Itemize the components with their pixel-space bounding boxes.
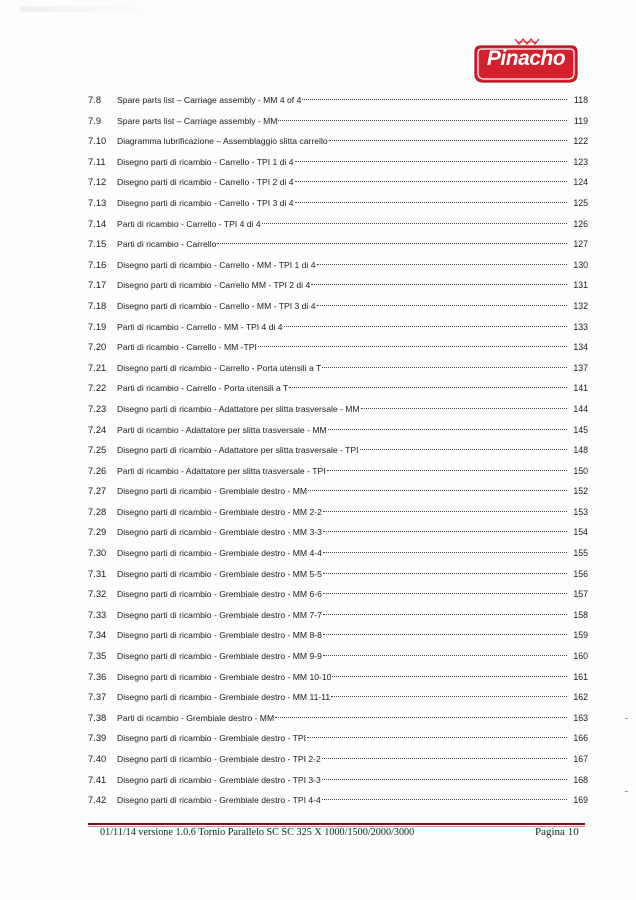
toc-entry-number: 7.18 [88,299,107,311]
toc-dot-leader [323,552,567,553]
toc-entry-number: 7.36 [88,670,107,682]
toc-dot-leader [323,614,567,615]
toc-dot-leader [360,449,567,450]
toc-entry-page: 141 [573,383,588,394]
toc-dot-leader [327,470,567,471]
toc-entry-title: Disegno parti di ricambio - Grembiale destro - MM 6-6 [117,589,322,600]
toc-entry[interactable] [88,399,588,420]
toc-entry-page: 118 [573,95,588,105]
toc-entry-page: 123 [573,156,588,167]
toc-entry-number: 7.16 [88,258,107,270]
toc-entry-number: 7.20 [88,341,107,353]
toc-dot-leader [322,758,567,759]
toc-entry-title: Disegno parti di ricambio - Grembiale destro - TPI 4-4 [117,795,321,806]
toc-dot-leader [308,490,567,491]
toc-entry[interactable] [88,275,588,296]
toc-entry-number: 7.32 [88,588,107,600]
toc-entry-title: Parti di ricambio - Carrello - Porta utensili a T [117,383,289,394]
toc-entry-number: 7.23 [88,402,107,414]
toc-entry[interactable] [88,193,588,214]
toc-entry[interactable] [88,296,588,317]
toc-dot-leader [322,367,567,368]
toc-entry[interactable] [88,131,588,152]
toc-entry-number: 7.10 [88,135,107,147]
toc-entry[interactable] [88,667,588,688]
toc-dot-leader [317,305,567,306]
toc-entry[interactable] [88,111,588,132]
toc-entry[interactable] [88,234,588,255]
toc-dot-leader [295,181,567,182]
toc-entry-title: Disegno parti di ricambio - Grembiale destro - MM 8-8 [117,630,322,641]
toc-entry-title: Disegno parti di ricambio - Carrello - TPI 3 di 4 [117,197,294,208]
toc-entry-page: 167 [573,754,588,764]
toc-entry-number: 7.33 [88,608,107,620]
toc-entry-page: 162 [573,692,588,703]
toc-entry-title: Disegno parti di ricambio - Grembiale destro - MM 11-11 [117,692,331,703]
toc-dot-leader [262,223,567,224]
toc-entry-title: Disegno parti di ricambio - Grembiale destro - TPI [117,733,306,744]
toc-entry-page: 124 [573,177,588,188]
toc-entry-page: 158 [573,609,588,620]
toc-entry-page: 134 [573,342,588,353]
toc-entry[interactable] [88,502,588,523]
toc-entry-page: 122 [573,136,588,147]
toc-entry-page: 160 [573,651,588,662]
toc-dot-leader [329,140,567,141]
toc-entry-page: 153 [573,506,588,517]
toc-entry-page: 152 [573,486,588,497]
toc-entry-title: Parti di ricambio - Grembiale destro - MM [117,712,275,723]
toc-dot-leader [258,346,567,347]
toc-entry-page: 161 [573,671,588,682]
toc-entry-page: 156 [573,568,588,579]
toc-entry-title: Disegno parti di ricambio - Grembiale destro - MM 2-2 [117,506,322,517]
toc-entry-page: 137 [573,362,588,373]
toc-entry-number: 7.41 [88,773,107,785]
toc-entry-title: Disegno parti di ricambio - Carrello MM - TPI 2 di 4 [117,280,311,291]
logo-text: Pinacho [486,47,566,70]
toc-entry-number: 7.9 [88,114,102,126]
toc-dot-leader [331,696,567,697]
toc-dot-leader [217,243,567,244]
toc-entry[interactable] [88,646,588,667]
toc-dot-leader [322,799,567,800]
toc-entry-title: Diagramma lubrificazione – Assemblaggio slitta carrello [117,136,328,147]
toc-entry[interactable] [88,461,588,482]
toc-entry-number: 7.12 [88,176,107,188]
toc-entry[interactable] [88,152,588,173]
toc-entry-title: Parti di ricambio - Carrello - TPI 4 di 4 [117,218,261,229]
toc-entry[interactable] [88,214,588,235]
toc-entry-number: 7.42 [88,794,107,806]
toc-entry-page: 166 [573,733,588,744]
toc-entry-title: Disegno parti di ricambio - Grembiale destro - TPI 2-2 [117,754,321,764]
toc-entry[interactable] [88,522,588,543]
toc-entry-number: 7.34 [88,629,107,641]
toc-entry-number: 7.40 [88,753,107,764]
toc-entry-title: Disegno parti di ricambio - Adattatore per slitta trasversale - TPI [117,445,359,456]
toc-entry[interactable] [88,337,588,358]
toc-entry-page: 130 [573,259,588,270]
toc-entry-page: 132 [573,300,588,311]
footer-version-info: 01/11/14 versione 1.0.6 Tornio Parallelo SC SC 325 X 1000/1500/2000/3000 [100,827,415,838]
toc-entry[interactable] [88,420,588,441]
toc-entry-title: Disegno parti di ricambio - Grembiale destro - TPI 3-3 [117,774,321,785]
toc-entry-number: 7.39 [88,732,107,744]
toc-entry-number: 7.15 [88,238,107,250]
toc-entry-title: Parti di ricambio - Carrello [117,239,217,250]
toc-dot-leader [278,120,567,121]
toc-entry-number: 7.21 [88,361,107,373]
toc-entry-number: 7.8 [88,94,102,105]
toc-entry-number: 7.38 [88,711,107,723]
toc-entry[interactable] [88,255,588,276]
table-of-contents [88,90,588,811]
toc-entry[interactable] [88,440,588,461]
toc-dot-leader [328,429,567,430]
toc-entry-title: Disegno parti di ricambio - Grembiale destro - MM 10-10 [117,671,332,682]
toc-entry[interactable] [88,481,588,502]
toc-entry-page: 144 [573,403,588,414]
toc-entry-page: 145 [573,424,588,435]
toc-entry-title: Disegno parti di ricambio - Carrello - MM - TPI 1 di 4 [117,259,316,270]
footer-divider [88,823,585,825]
toc-entry-page: 131 [573,280,588,291]
toc-entry-page: 119 [573,115,588,126]
toc-entry-title: Spare parts list – Carriage assembly - MM 4 of 4 [117,95,302,105]
toc-entry-page: 159 [573,630,588,641]
toc-entry[interactable] [88,172,588,193]
toc-entry-page: 150 [573,465,588,476]
toc-entry-page: 155 [573,548,588,559]
toc-dot-leader [311,284,567,285]
toc-entry-page: 169 [573,795,588,806]
toc-entry-title: Parti di ricambio - Adattatore per slitta trasversale - TPI [117,465,326,476]
toc-entry-title: Disegno parti di ricambio - Grembiale destro - MM 5-5 [117,568,322,579]
toc-dot-leader [323,511,567,512]
toc-entry-page: 154 [573,527,588,538]
toc-entry-number: 7.31 [88,567,107,579]
toc-entry-number: 7.22 [88,382,107,394]
toc-entry-number: 7.24 [88,423,107,435]
toc-entry-number: 7.13 [88,196,107,208]
toc-entry[interactable] [88,728,588,749]
toc-dot-leader [295,161,567,162]
toc-entry-number: 7.29 [88,526,107,538]
toc-entry[interactable] [88,358,588,379]
toc-entry[interactable] [88,90,588,111]
toc-entry[interactable] [88,708,588,729]
toc-entry-page: 168 [573,774,588,785]
toc-entry-page: 125 [573,197,588,208]
toc-dot-leader [295,202,567,203]
toc-entry-page: 126 [573,218,588,229]
toc-entry-title: Parti di ricambio - Adattatore per slitta trasversale - MM [117,424,327,435]
toc-entry-number: 7.37 [88,691,107,703]
margin-mark [625,718,628,719]
toc-entry[interactable] [88,317,588,338]
scan-artifact [20,6,160,12]
toc-entry-title: Spare parts list – Carriage assembly - MM [117,115,278,126]
footer-page-number: Pagina 10 [535,826,579,838]
toc-entry[interactable] [88,770,588,791]
toc-entry-title: Disegno parti di ricambio - Grembiale destro - MM 9-9 [117,651,322,662]
toc-dot-leader [275,717,567,718]
toc-dot-leader [302,99,567,100]
toc-dot-leader [332,676,567,677]
toc-dot-leader [323,593,567,594]
pinacho-logo [471,36,581,86]
toc-entry-title: Disegno parti di ricambio - Carrello - MM - TPI 3 di 4 [117,300,316,311]
toc-entry-page: 127 [573,239,588,250]
toc-dot-leader [284,326,567,327]
toc-entry[interactable] [88,749,588,770]
toc-entry-number: 7.11 [88,155,106,167]
toc-entry[interactable] [88,378,588,399]
toc-entry[interactable] [88,625,588,646]
toc-dot-leader [317,264,567,265]
toc-entry[interactable] [88,584,588,605]
toc-entry-number: 7.30 [88,547,107,559]
toc-entry-number: 7.35 [88,650,107,662]
toc-entry[interactable] [88,605,588,626]
toc-dot-leader [289,387,567,388]
toc-entry-title: Disegno parti di ricambio - Grembiale destro - MM 4-4 [117,548,322,559]
toc-entry-number: 7.26 [88,464,107,476]
toc-entry-title: Disegno parti di ricambio - Grembiale destro - MM 7-7 [117,609,322,620]
toc-entry-number: 7.17 [88,279,107,291]
toc-dot-leader [323,531,567,532]
margin-mark [625,791,628,792]
toc-dot-leader [323,634,567,635]
toc-entry[interactable] [88,790,588,811]
toc-entry-number: 7.28 [88,505,107,517]
toc-entry-page: 157 [573,589,588,600]
toc-entry-title: Parti di ricambio - Carrello - MM - TPI 4 di 4 [117,321,283,332]
toc-entry-title: Disegno parti di ricambio - Carrello - TPI 2 di 4 [117,177,294,188]
toc-entry-number: 7.27 [88,485,107,497]
toc-entry-title: Disegno parti di ricambio - Grembiale destro - MM [117,486,308,497]
toc-entry-title: Disegno parti di ricambio - Carrello - TPI 1 di 4 [117,156,294,167]
toc-entry-title: Disegno parti di ricambio - Carrello - Porta utensili a T [117,362,322,373]
toc-entry[interactable] [88,543,588,564]
toc-entry-title: Parti di ricambio - Carrello - MM -TPI [117,342,257,353]
toc-dot-leader [323,655,567,656]
toc-dot-leader [322,779,567,780]
toc-entry-number: 7.25 [88,444,107,456]
toc-entry-page: 148 [573,445,588,456]
toc-entry-number: 7.19 [88,320,107,332]
toc-dot-leader [323,573,567,574]
toc-entry[interactable] [88,564,588,585]
toc-entry-page: 163 [573,712,588,723]
toc-dot-leader [307,737,567,738]
toc-entry-title: Disegno parti di ricambio - Grembiale destro - MM 3-3 [117,527,322,538]
toc-dot-leader [361,408,567,409]
toc-entry-title: Disegno parti di ricambio - Adattatore per slitta trasversale - MM [117,403,360,414]
toc-entry-page: 133 [573,321,588,332]
toc-entry[interactable] [88,687,588,708]
toc-entry-number: 7.14 [88,217,107,229]
